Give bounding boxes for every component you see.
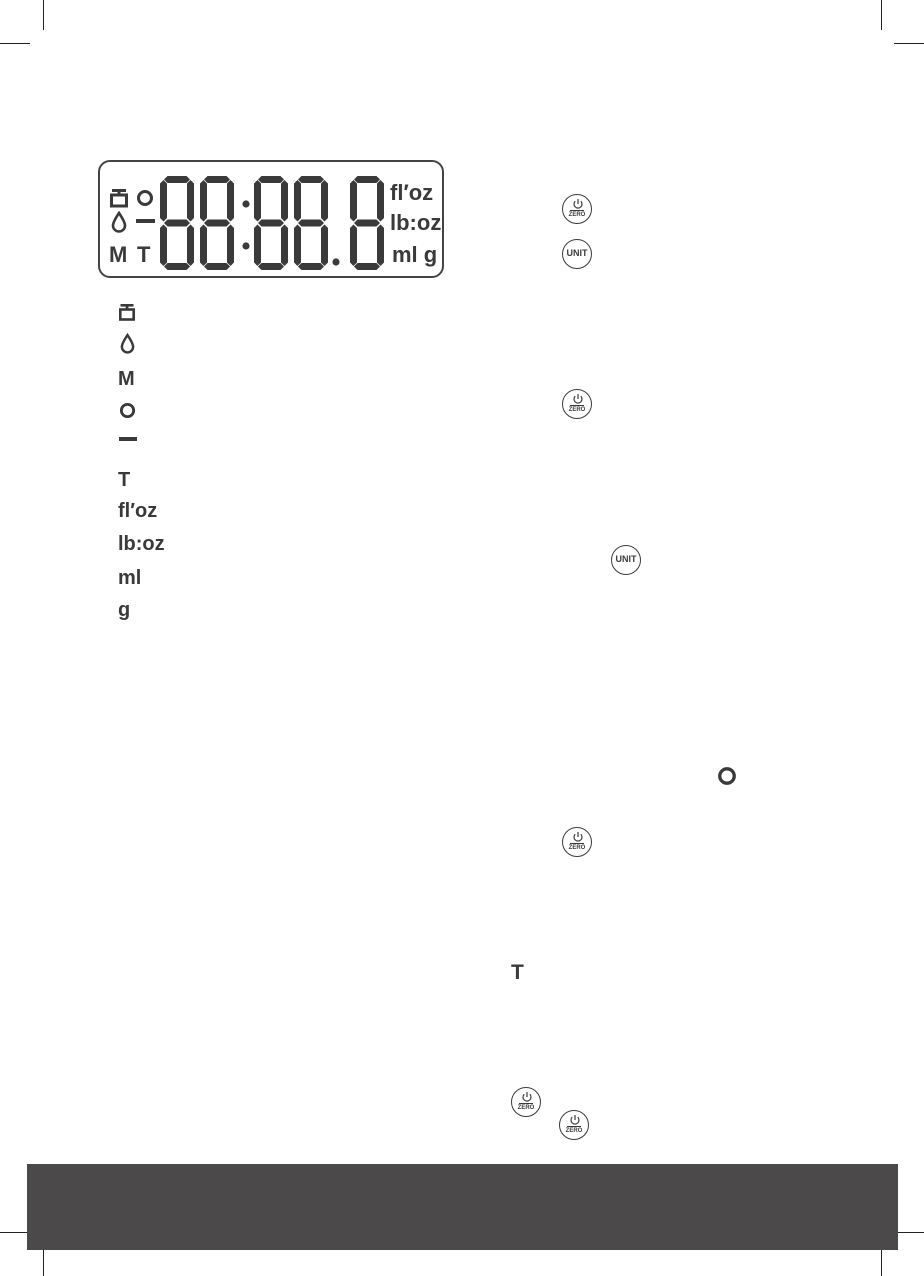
lcd-segment [298, 263, 324, 270]
lcd-segment [200, 180, 207, 222]
crop-mark [43, 1246, 44, 1276]
footer-band [27, 1164, 898, 1250]
drop-icon [120, 333, 135, 354]
zero-button-icon: ZERO [562, 194, 592, 224]
lcd-mode-m: M [109, 242, 128, 267]
minus-icon [119, 437, 137, 441]
lcd-segment [258, 220, 284, 227]
lcd-segment [160, 180, 167, 222]
lcd-tare-t: T [137, 242, 151, 267]
lcd-segment [294, 225, 301, 267]
lcd-segment [377, 180, 384, 222]
power-icon [521, 1091, 533, 1103]
ring-icon [119, 402, 136, 419]
crop-mark [894, 43, 924, 44]
lcd-segment [350, 180, 357, 222]
lcd-segment [298, 176, 324, 183]
lcd-segment [281, 180, 288, 222]
power-icon [572, 393, 584, 405]
legend-lboz: lb:oz [118, 533, 165, 555]
unit-button-icon: UNIT [562, 239, 592, 269]
crop-mark [43, 0, 44, 30]
lcd-segment [204, 176, 230, 183]
crop-mark [894, 1232, 924, 1233]
power-icon [569, 1114, 581, 1126]
lcd-segment [294, 180, 301, 222]
lcd-segment [354, 263, 380, 270]
lcd-segment [258, 263, 284, 270]
lcd-segment [354, 220, 380, 227]
lcd-unit-floz: fl′oz [390, 180, 434, 205]
power-icon [572, 198, 584, 210]
lcd-unit-lboz: lb:oz [390, 210, 442, 235]
lcd-segment [164, 263, 190, 270]
crop-mark [881, 0, 882, 30]
lcd-unit-mlg: ml g [392, 242, 438, 267]
unit-button-icon: UNIT [611, 545, 641, 575]
legend-ml: ml [118, 567, 142, 589]
lcd-segment [160, 225, 167, 267]
lcd-segment [187, 225, 194, 267]
legend-g: g [118, 599, 131, 621]
lcd-segment [200, 225, 207, 267]
zero-button-icon: ZERO [562, 827, 592, 857]
zero-button-icon: ZERO [562, 389, 592, 419]
crop-mark [881, 1246, 882, 1276]
lcd-segment [254, 225, 261, 267]
lcd-segment [258, 176, 284, 183]
lcd-segment [350, 225, 357, 267]
ring-icon [717, 766, 737, 786]
lcd-digits [160, 176, 386, 270]
lcd-dot [242, 242, 249, 249]
lcd-segment [204, 220, 230, 227]
lcd-segment [321, 225, 328, 267]
lcd-segment [354, 176, 380, 183]
lcd-segment [281, 225, 288, 267]
lcd-segment [298, 220, 324, 227]
crop-mark [0, 43, 30, 44]
lcd-segment [187, 180, 194, 222]
lcd-segment [164, 220, 190, 227]
lcd-segment [254, 180, 261, 222]
legend-m: M [118, 368, 135, 390]
lcd-display [98, 160, 444, 278]
crop-mark [0, 1232, 30, 1233]
scale-pan-icon [119, 303, 135, 321]
lcd-dot [242, 200, 249, 207]
ring-icon [136, 189, 154, 207]
zero-button-icon: ZERO [511, 1087, 541, 1117]
tare-symbol: T [511, 961, 524, 984]
lcd-dot [332, 258, 339, 265]
power-icon [572, 831, 584, 843]
scale-pan-icon [110, 188, 128, 208]
legend-t: T [118, 469, 131, 491]
lcd-segment [204, 263, 230, 270]
legend-floz: fl′oz [118, 500, 158, 522]
minus-icon [136, 219, 155, 223]
zero-button-icon: ZERO [559, 1110, 589, 1140]
lcd-segment [377, 225, 384, 267]
lcd-segment [227, 180, 234, 222]
lcd-segment [164, 176, 190, 183]
lcd-segment [321, 180, 328, 222]
lcd-segment [227, 225, 234, 267]
drop-icon [111, 211, 127, 233]
